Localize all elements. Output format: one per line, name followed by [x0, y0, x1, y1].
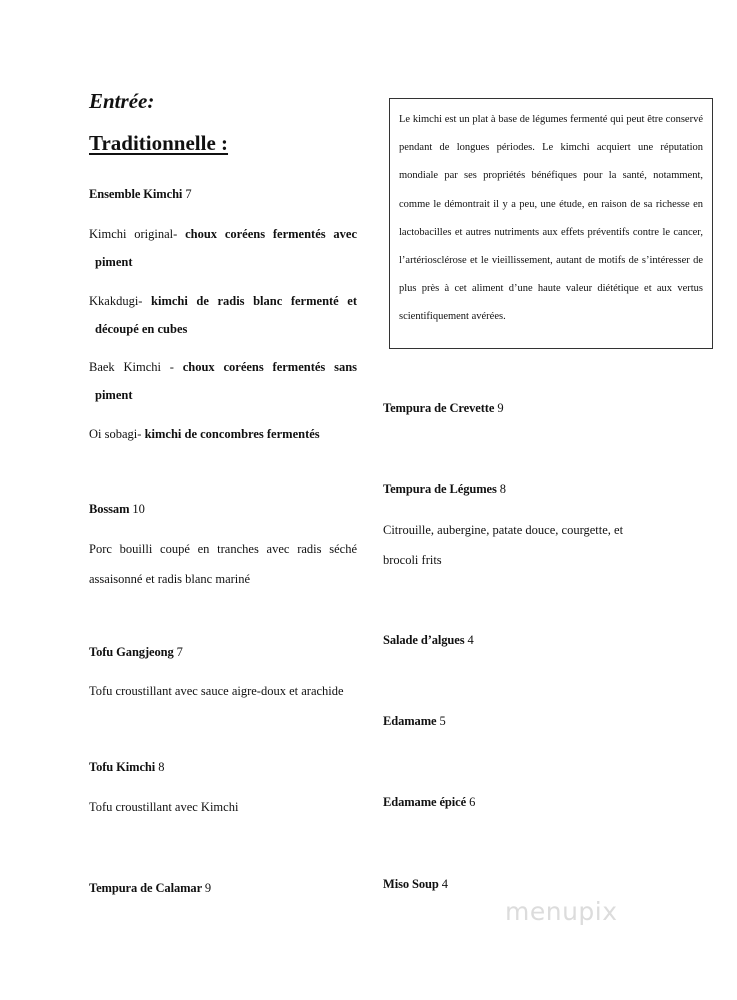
menupix-watermark: menupix	[505, 897, 618, 926]
item-name: Kimchi original-	[89, 227, 178, 241]
dish-name: Tempura de Calamar	[89, 881, 202, 895]
dish-tempura-calamar	[89, 881, 211, 896]
dish-price: 10	[132, 502, 145, 516]
dish-price: 8	[499, 482, 506, 496]
dish-salade-algues	[383, 633, 474, 648]
dish-price: 4	[467, 633, 474, 647]
dish-edamame-epice	[383, 795, 475, 810]
item-detail-cont: piment	[95, 255, 133, 269]
dish-name: Tofu Kimchi	[89, 760, 156, 774]
item-detail-cont: découpé en cubes	[95, 322, 188, 336]
desc-line-2: brocoli frits	[383, 553, 442, 567]
dish-price: 9	[497, 401, 504, 415]
item-detail: kimchi de radis blanc fermenté et	[151, 294, 357, 308]
kimchi-item-kkakdugi	[89, 287, 357, 343]
item-name: Oi sobagi-	[89, 427, 142, 441]
section-subtitle: Traditionnelle :	[89, 131, 229, 155]
dish-name: Tempura de Légumes	[383, 482, 497, 496]
dish-tofu-kimchi-description: Tofu croustillant avec Kimchi	[89, 800, 239, 814]
dish-name: Ensemble Kimchi	[89, 187, 183, 201]
kimchi-item-oi-sobagi	[89, 420, 357, 448]
item-detail: kimchi de concombres fermentés	[144, 427, 320, 441]
desc-line-1: Citrouille, aubergine, patate douce, courgette, et	[383, 523, 624, 537]
dish-miso-soup	[383, 877, 448, 892]
kimchi-item-baek	[89, 353, 357, 409]
dish-tofu-gangjeong-description: Tofu croustillant avec sauce aigre-doux et arachide	[89, 684, 344, 698]
kimchi-info-text: Le kimchi est un plat à base de légumes fermenté qui peut être conservé pendant de longues périodes. Le kimchi acquiert une réputation mondiale par ses propriétés bénéfiques pour la santé, notamment, comme le démontrait il y a peu, une étude, en raison de sa richesse en lactobacilles et autres nutriments aux effets préventifs contre le cancer, l’artériosclérose et le vieillissement, autant de motifs de s’intéresser de plus près à cet aliment d’une haute valeur diététique et aux vertus scientifiquement avérées.	[399, 114, 703, 323]
section-title: Entrée:	[89, 89, 155, 113]
dish-tofu-kimchi	[89, 760, 164, 775]
dish-price: 5	[439, 714, 446, 728]
dish-tofu-gangjeong	[89, 645, 183, 660]
dish-bossam	[89, 502, 145, 517]
item-name: Kkakdugi-	[89, 294, 143, 308]
dish-price: 7	[176, 645, 183, 659]
item-detail-cont: piment	[95, 388, 133, 402]
dish-name: Edamame	[383, 714, 437, 728]
dish-tempura-legumes	[383, 482, 506, 497]
dish-name: Edamame épicé	[383, 795, 467, 809]
kimchi-info-box	[389, 98, 713, 349]
dish-tempura-legumes-description	[383, 515, 683, 575]
item-detail: choux coréens fermentés avec	[185, 227, 357, 241]
dish-price: 8	[158, 760, 165, 774]
dish-kimchi-set	[89, 187, 191, 202]
item-name: Baek Kimchi -	[89, 360, 174, 374]
dish-price: 4	[441, 877, 448, 891]
dish-price: 6	[469, 795, 476, 809]
desc-line-2: assaisonné et radis blanc mariné	[89, 572, 251, 586]
dish-price: 7	[185, 187, 192, 201]
dish-name: Tofu Gangjeong	[89, 645, 174, 659]
dish-name: Bossam	[89, 502, 130, 516]
dish-bossam-description	[89, 534, 357, 594]
dish-tempura-crevette	[383, 401, 503, 416]
dish-edamame	[383, 714, 446, 729]
desc-line-1: Porc bouilli coupé en tranches avec radis séché	[89, 542, 357, 556]
dish-name: Salade d’algues	[383, 633, 465, 647]
dish-price: 9	[204, 881, 211, 895]
dish-name: Miso Soup	[383, 877, 439, 891]
kimchi-item-original	[89, 220, 357, 276]
item-detail: choux coréens fermentés sans	[182, 360, 358, 374]
dish-name: Tempura de Crevette	[383, 401, 495, 415]
